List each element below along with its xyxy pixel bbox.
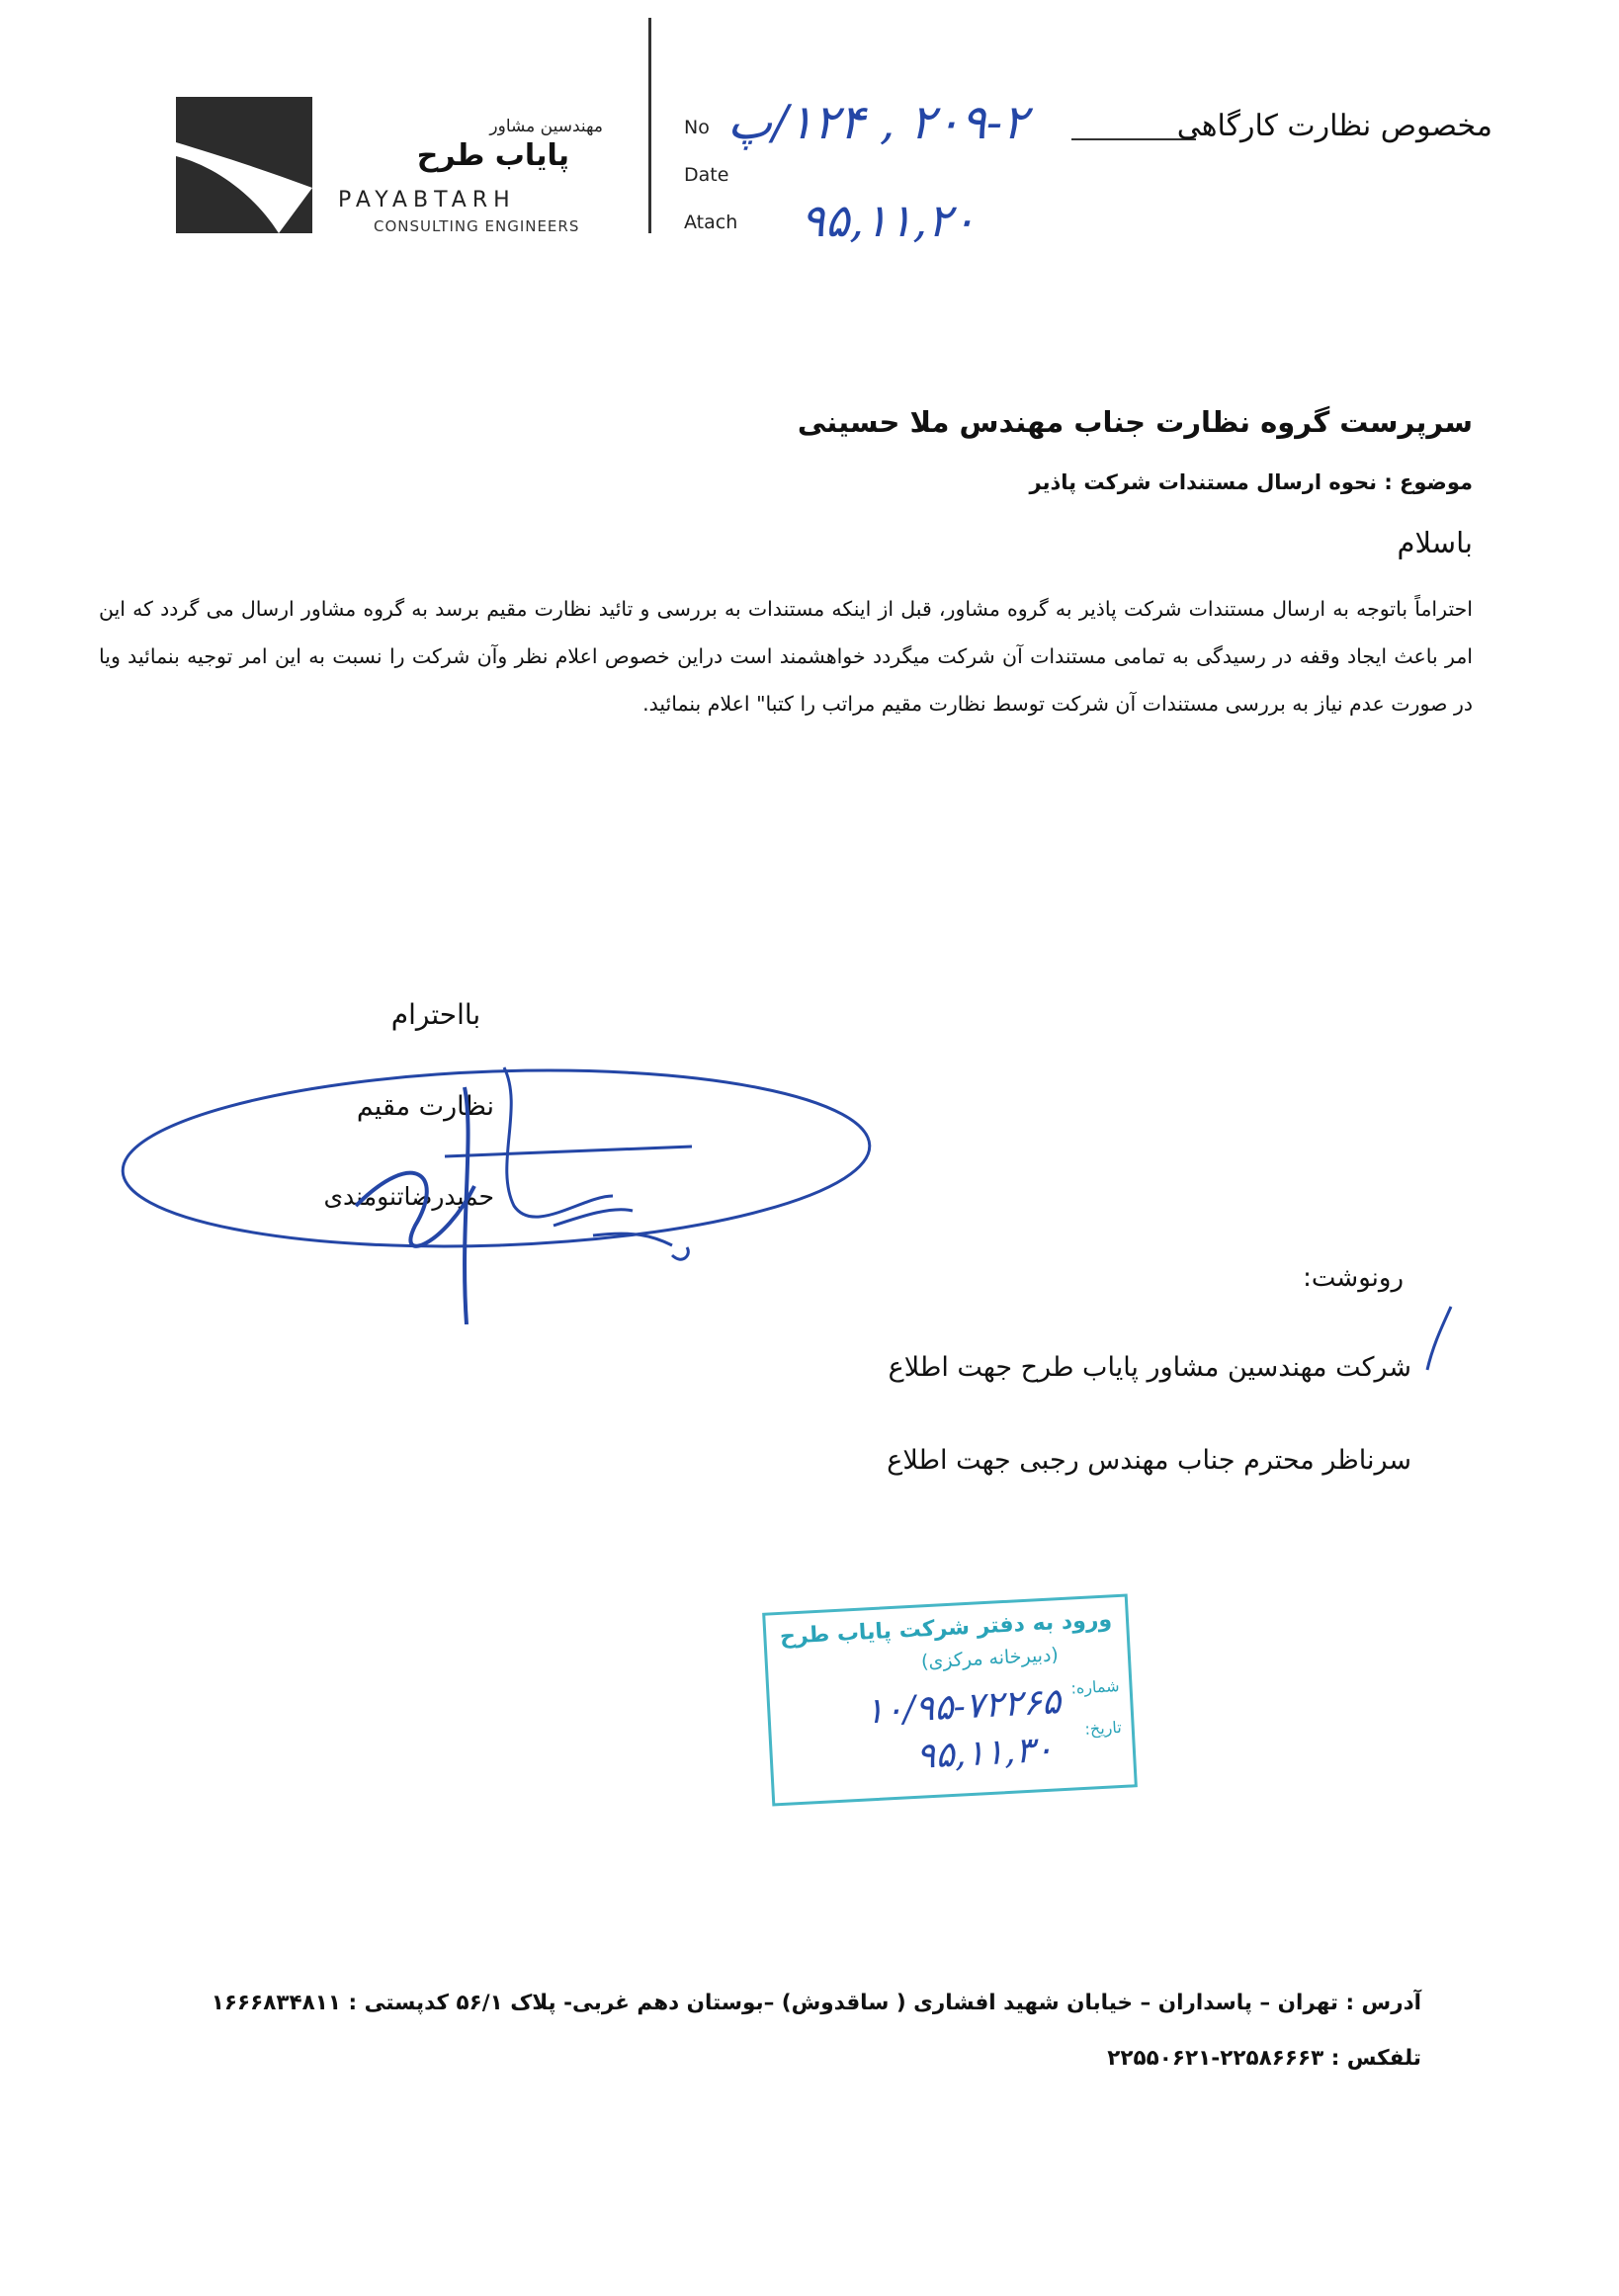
closing-regards: بااحترام (390, 998, 481, 1031)
stamp-subtitle: (دبیرخانه مرکزی) (920, 1644, 1060, 1673)
signer-name: حمیدرضاتنومندی (323, 1182, 494, 1211)
logo-subtitle-en: CONSULTING ENGINEERS (374, 217, 580, 235)
logo-firm-fa: مهندسین مشاور (489, 117, 603, 136)
letter-body: احتراماً باتوجه به ارسال مستندات شرکت پاذیر به گروه مشاور، قبل از اینکه مستندات به بررسی و تائید نظارت مقیم برسد به گروه مشاور ارسال می گردد که این امر باعث ایجاد وقفه در رسیدگی به تمامی مستندات آن شرکت میگردد خواهشمند است دراین خصوص اعلام نظر وآن شرکت را نسبت به این امر توجیه بنمائید ویا در صورت عدم نیاز به بررسی مستندات آن شرکت توسط نظارت مقیم مراتب را کتبا" اعلام بنمائید. (99, 597, 1473, 716)
logo-emblem-icon (176, 97, 312, 233)
subject-line: موضوع : نحوه ارسال مستندات شرکت پاذیر (1029, 470, 1473, 494)
stamp-date-label: تاریخ: (1083, 1717, 1123, 1739)
greeting: باسلام (1397, 526, 1473, 559)
signature-scribble (119, 1028, 890, 1324)
footer-address: آدرس : تهران – پاسداران – خیابان شهید افشاری ( ساقدوش) –بوستان دهم غربی- پلاک ۵۶/۱ کدپستی : ۱۶۶۶۸۳۴۸۱۱ (211, 1991, 1421, 2015)
stamp-title: ورود به دفتر شرکت پایاب طرح (779, 1607, 1113, 1650)
stamp-date-value: ۹۵,۱۱,۳۰ (914, 1729, 1055, 1777)
footer-phone: تلفکس : ۲۲۵۸۶۶۶۳-۲۲۵۵۰۶۲۱ (1107, 2046, 1421, 2071)
special-label: مخصوص نظارت کارگاهی (1176, 109, 1492, 143)
handwritten-number: ۲۰۹-۲ , ۱۲۴/پ (727, 95, 1028, 150)
cc-item: سرناظر محترم جناب مهندس رجبی جهت اطلاع (887, 1445, 1411, 1476)
cc-label: رونوشت: (1303, 1263, 1404, 1293)
received-stamp (762, 1593, 1138, 1806)
header-divider (648, 18, 651, 233)
recipient-line: سرپرست گروه نظارت جناب مهندس ملا حسینی (797, 405, 1473, 439)
stamp-number-label: شماره: (1070, 1676, 1120, 1698)
cc-item: شرکت مهندسین مشاور پایاب طرح جهت اطلاع (888, 1352, 1411, 1383)
no-label: No (684, 117, 710, 138)
logo-name-en: PAYABTARH (338, 188, 516, 213)
company-logo-mark (176, 97, 312, 233)
logo-name-fa: پایاب طرح (416, 138, 569, 173)
atach-label: Atach (684, 212, 738, 233)
date-label: Date (684, 164, 729, 186)
handwritten-date: ۹۵,۱۱,۲۰ (801, 194, 977, 247)
signer-title: نظارت مقیم (356, 1091, 494, 1122)
stamp-number-value: ۱۰/۹۵-۷۲۲۶۵ (864, 1681, 1063, 1733)
check-mark-icon (1423, 1305, 1453, 1374)
